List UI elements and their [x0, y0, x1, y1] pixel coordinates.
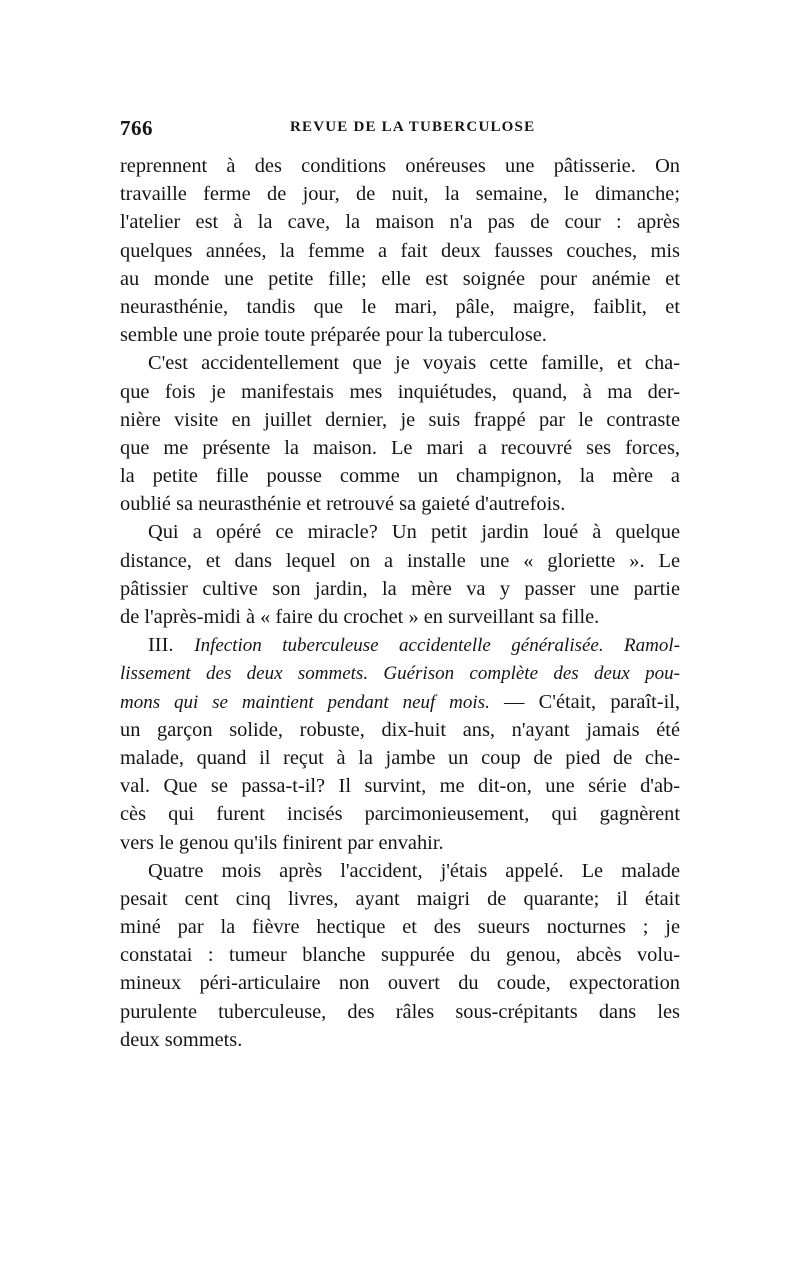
body-text [120, 152, 680, 1054]
text-line: pesait cent cinq livres, ayant maigri de quarante; il était [120, 887, 680, 910]
text-line: la petite fille pousse comme un champignon, la mère a [120, 465, 680, 488]
text-span: — C'était, paraît-il, [489, 690, 680, 713]
text-line: travaille ferme de jour, de nuit, la semaine, le dimanche; [120, 183, 680, 206]
text-line: miné par la fièvre hectique et des sueurs nocturnes ; je [120, 916, 680, 939]
text-line: deux sommets. [120, 1028, 243, 1051]
case-heading-line [120, 659, 680, 687]
text-line: Qui a opéré ce miracle? Un petit jardin loué à quelque [148, 521, 680, 544]
text-line: vers le genou qu'ils finirent par envahir. [120, 831, 444, 854]
text-line: malade, quand il reçut à la jambe un coup de pied de che- [120, 746, 680, 769]
text-line: constatai : tumeur blanche suppurée du genou, abcès volu- [120, 944, 680, 967]
text-line: purulente tuberculeuse, des râles sous-crépitants dans les [120, 1000, 680, 1023]
case-title: lissement des deux sommets. Guérison complète des deux pou- [120, 663, 680, 685]
text-line: reprennent à des conditions onéreuses une pâtisserie. On [120, 155, 680, 177]
text-line: semble une proie toute préparée pour la tuberculose. [120, 324, 547, 347]
text-line: pâtissier cultive son jardin, la mère va y passer une partie [120, 577, 680, 600]
text-line: de l'après-midi à « faire du crochet » en surveillant sa fille. [120, 606, 600, 628]
text-line: oublié sa neurasthénie et retrouvé sa gaieté d'autrefois. [120, 493, 566, 516]
text-line: cès qui furent incisés parcimonieusement, qui gagnèrent [120, 803, 680, 826]
text-line: distance, et dans lequel on a installe une « gloriette ». Le [120, 549, 680, 572]
text-line: un garçon solide, robuste, dix-huit ans, n'ayant jamais été [120, 718, 680, 741]
case-heading-line [120, 688, 680, 716]
text-line: C'est accidentellement que je voyais cette famille, et cha- [148, 352, 680, 375]
text-line: quelques années, la femme a fait deux fausses couches, mis [120, 239, 680, 262]
running-head [120, 116, 680, 142]
case-number: III. [148, 634, 195, 657]
text-line: l'atelier est à la cave, la maison n'a pas de cour : après [120, 211, 680, 234]
text-line: au monde une petite fille; elle est soignée pour anémie et [120, 267, 680, 290]
case-heading-line [120, 631, 680, 659]
text-line: que me présente la maison. Le mari a recouvré ses forces, [120, 436, 680, 459]
text-line: val. Que se passa-t-il? Il survint, me dit-on, une série d'ab- [120, 775, 680, 798]
case-title: Infection tuberculeuse accidentelle généralisée. Ramol- [194, 635, 680, 657]
text-line: neurasthénie, tandis que le mari, pâle, maigre, faiblit, et [120, 295, 680, 318]
text-line: Quatre mois après l'accident, j'étais appelé. Le malade [148, 859, 680, 882]
text-line: nière visite en juillet dernier, je suis frappé par le contraste [120, 408, 680, 431]
text-line: mineux péri-articulaire non ouvert du coude, expectoration [120, 972, 680, 995]
journal-title: REVUE DE LA TUBERCULOSE [290, 119, 536, 135]
page-number: 766 [120, 116, 153, 140]
text-line: que fois je manifestais mes inquiétudes, quand, à ma der- [120, 380, 680, 403]
case-title: mons qui se maintient pendant neuf mois. [120, 691, 490, 713]
